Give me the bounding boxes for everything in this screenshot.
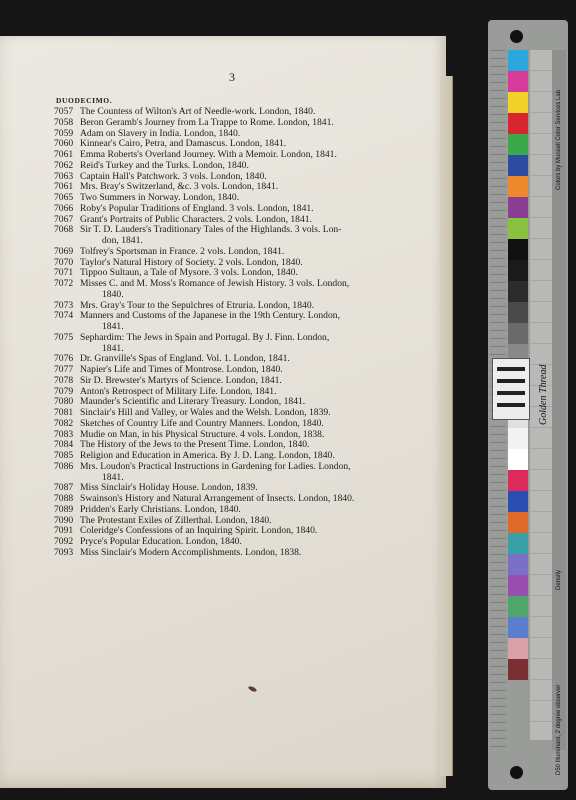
entry-number: 7091 — [54, 525, 74, 537]
entry-number: 7065 — [54, 192, 74, 203]
density-label: Density — [556, 569, 562, 590]
entry-number: 7074 — [54, 310, 74, 322]
book-page — [0, 36, 446, 788]
color-patch — [508, 491, 528, 512]
color-patch — [508, 155, 528, 176]
entry-title: Pridden's Early Christians. London, 1840. — [80, 503, 241, 515]
munsell-label: Colors by Munsell Color Services Lab — [556, 89, 562, 190]
entry-text — [80, 462, 430, 484]
entry-number: 7077 — [54, 364, 74, 375]
color-patch — [508, 554, 528, 575]
entry-number: 7062 — [54, 159, 74, 171]
entry-title: Sketches of Country Life and Country Manners. London, 1840. — [80, 417, 324, 429]
entry-title: Tippoo Sultaun, a Tale of Mysore. 3 vols. London, 1840. — [80, 267, 298, 279]
entry-title: Miss Sinclair's Modern Accomplishments. London, 1838. — [80, 546, 302, 558]
catalogue-entry — [54, 462, 430, 484]
entry-title: Captain Hall's Patchwork. 3 vols. London, 1840. — [80, 170, 267, 182]
entry-title: Tolfrey's Sportsman in France. 2 vols. London, 1841. — [80, 245, 285, 257]
entry-title: Sir T. D. Lauders's Traditionary Tales of the Highlands. 3 vols. Lon- — [80, 224, 342, 236]
catalogue-entry — [54, 548, 430, 559]
entry-title: Maunder's Scientific and Literary Treasury. London, 1841. — [80, 396, 306, 408]
entry-title: Swainson's History and Natural Arrangement of Insects. London, 1840. — [80, 493, 355, 504]
color-patch — [508, 281, 528, 302]
entry-title: Coleridge's Confessions of an Inquiring Spirit. London, 1840. — [80, 525, 318, 537]
entry-number: 7083 — [54, 428, 74, 440]
entry-continuation: don, 1841. — [102, 235, 143, 246]
entry-number: 7089 — [54, 503, 74, 515]
entry-title: Mrs. Gray's Tour to the Sepulchres of Etruria. London, 1840. — [80, 299, 315, 311]
entry-number: 7090 — [54, 514, 74, 526]
entry-number: 7092 — [54, 536, 74, 547]
entry-number: 7088 — [54, 493, 74, 504]
entry-number: 7079 — [54, 385, 74, 397]
entry-number: 7076 — [54, 353, 74, 365]
entry-title: Grant's Portraits of Public Characters. 2 vols. London, 1841. — [80, 213, 312, 225]
entry-title: Pryce's Popular Education. London, 1840. — [80, 536, 242, 547]
entry-title: Sir D. Brewster's Martyrs of Science. London, 1841. — [80, 374, 282, 386]
entry-number: 7073 — [54, 299, 74, 311]
entry-title: The Countess of Wilton's Art of Needle-work. London, 1840. — [80, 106, 316, 117]
entry-number: 7060 — [54, 138, 74, 150]
entry-number: 7063 — [54, 170, 74, 182]
entry-number: 7081 — [54, 407, 74, 418]
color-patch — [508, 50, 528, 71]
entry-continuation: 1840. — [102, 288, 124, 300]
entry-title: Sinclair's Hill and Valley, or Wales and the Welsh. London, 1839. — [80, 407, 331, 418]
entry-title: Sephardim: The Jews in Spain and Portugal. By J. Finn. London, — [80, 331, 330, 343]
brand-name: Golden Thread — [538, 364, 549, 425]
color-patch — [508, 323, 528, 344]
entry-title: Emma Roberts's Overland Journey. With a Memoir. London, 1841. — [80, 149, 337, 160]
entry-title: Taylor's Natural History of Society. 2 vols. London, 1840. — [80, 256, 303, 268]
catalogue-entry — [54, 333, 430, 355]
entry-text — [80, 333, 430, 355]
color-patch — [508, 449, 528, 470]
entry-number: 7084 — [54, 439, 74, 451]
entry-title: Kinnear's Cairo, Petra, and Damascus. London, 1841. — [80, 138, 287, 150]
entry-text — [80, 279, 430, 301]
entry-title: Miss Sinclair's Holiday House. London, 1839. — [80, 482, 258, 494]
entry-title: Manners and Customs of the Japanese in the 19th Century. London, — [80, 310, 340, 322]
entry-title: The Protestant Exiles of Zillerthal. London, 1840. — [80, 514, 272, 526]
entry-text — [80, 225, 430, 247]
color-patch — [508, 134, 528, 155]
color-patch — [508, 575, 528, 596]
entry-number: 7069 — [54, 245, 74, 257]
entry-title: Mrs. Bray's Switzerland, &c. 3 vols. London, 1841. — [80, 181, 279, 193]
color-patch — [508, 302, 528, 323]
color-patch — [508, 113, 528, 134]
entry-title: Reid's Turkey and the Turks. London, 1840. — [80, 159, 249, 171]
entry-continuation: 1841. — [102, 471, 124, 483]
entry-title: Misses C. and M. Moss's Romance of Jewish History. 3 vols. London, — [80, 278, 350, 289]
entry-number: 7066 — [54, 202, 74, 214]
entry-number: 7058 — [54, 116, 74, 128]
entry-number: 7087 — [54, 482, 74, 494]
color-patch — [508, 71, 528, 92]
color-patch — [508, 533, 528, 554]
entry-number: 7061 — [54, 181, 74, 193]
entry-continuation: 1841. — [102, 342, 124, 354]
entry-continuation: 1841. — [102, 321, 124, 332]
entry-number: 7082 — [54, 417, 74, 429]
entry-number: 7080 — [54, 396, 74, 408]
color-patch — [508, 92, 528, 113]
entry-number: 7068 — [54, 224, 74, 236]
entry-title: Two Summers in Norway. London, 1840. — [80, 192, 240, 203]
entry-number: 7057 — [54, 106, 74, 117]
punch-hole-top — [510, 30, 523, 43]
section-heading: DUODECIMO. — [56, 96, 113, 105]
entry-title: Napier's Life and Times of Montrose. London, 1840. — [80, 364, 283, 375]
entry-number: 7071 — [54, 267, 74, 279]
entry-number: 7078 — [54, 374, 74, 386]
ink-stain — [248, 685, 258, 692]
color-patch — [508, 197, 528, 218]
entry-title: Roby's Popular Traditions of England. 3 vols. London, 1841. — [80, 202, 314, 214]
color-patch — [508, 260, 528, 281]
color-calibration-target — [488, 20, 568, 790]
target-header — [488, 20, 568, 40]
color-patch — [508, 239, 528, 260]
entry-number: 7075 — [54, 331, 74, 343]
catalogue-entries — [54, 97, 430, 559]
entry-text — [80, 548, 430, 559]
entry-title: Adam on Slavery in India. London, 1840. — [80, 127, 241, 139]
color-patch — [508, 617, 528, 638]
color-patch — [508, 638, 528, 659]
entry-title: The History of the Jews to the Present Time. London, 1840. — [80, 439, 310, 451]
page-edge — [440, 76, 453, 776]
catalogue-entry — [54, 279, 430, 301]
entry-number: 7070 — [54, 256, 74, 268]
color-patch — [508, 512, 528, 533]
color-patch — [508, 176, 528, 197]
entry-number: 7085 — [54, 450, 74, 461]
entry-number: 7072 — [54, 278, 74, 289]
entry-title: Mudie on Man, in his Physical Structure. 4 vols. London, 1838. — [80, 428, 325, 440]
entry-text — [80, 311, 430, 333]
color-patch — [508, 428, 528, 449]
entry-title: Anton's Retrospect of Military Life. London, 1841. — [80, 385, 277, 397]
catalogue-entry — [54, 311, 430, 333]
illuminant-label: D50 Illuminant, 2 degree observer — [556, 684, 562, 775]
catalogue-entry — [54, 225, 430, 247]
entry-title: Dr. Granville's Spas of England. Vol. 1. London, 1841. — [80, 353, 290, 365]
color-patch — [508, 659, 528, 680]
entry-number: 7061 — [54, 149, 74, 160]
color-patch — [508, 470, 528, 491]
entry-title: Religion and Education in America. By J. D. Lang. London, 1840. — [80, 450, 335, 461]
entry-number: 7067 — [54, 213, 74, 225]
color-patch — [508, 596, 528, 617]
color-patch — [508, 218, 528, 239]
golden-thread-logo — [492, 358, 530, 420]
entry-title: Mrs. Loudon's Practical Instructions in Gardening for Ladies. London, — [80, 460, 351, 472]
entry-number: 7059 — [54, 127, 74, 139]
punch-hole-bottom — [510, 766, 523, 779]
page-number: 3 — [229, 70, 235, 84]
entry-number: 7086 — [54, 460, 74, 472]
entry-title: Beron Geramb's Journey from La Trappe to Rome. London, 1841. — [80, 116, 334, 128]
entry-number: 7093 — [54, 546, 74, 558]
